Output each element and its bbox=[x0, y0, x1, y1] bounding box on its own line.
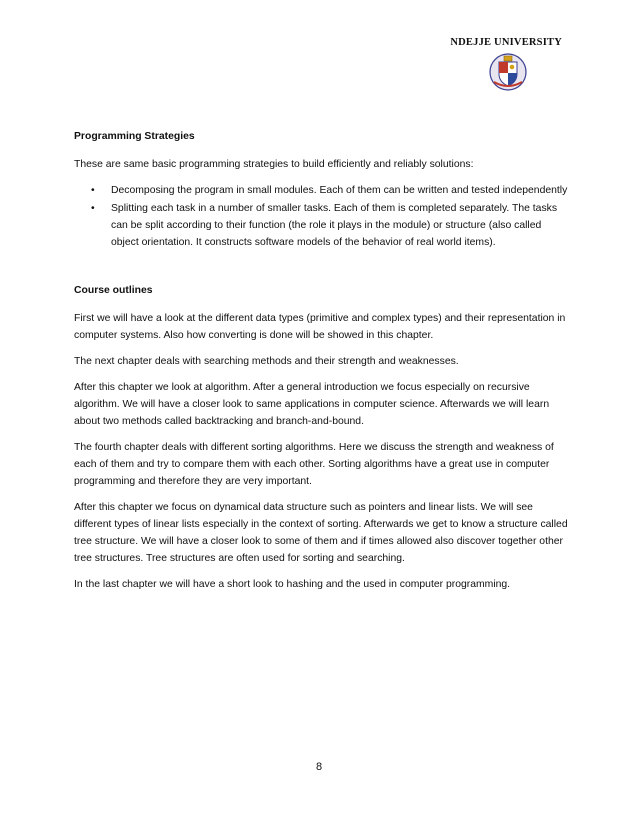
document-body bbox=[74, 128, 568, 602]
list-item bbox=[74, 200, 568, 251]
bullet-icon: • bbox=[91, 185, 95, 196]
section-intro: These are same basic programming strategies to build efficiently and reliably solutions: bbox=[74, 159, 474, 170]
paragraph: After this chapter we look at algorithm. After a general introduction we focus especially on recursive algorithm. We will have a closer look to same applications in computer science. Afterwards we will learn about two methods called backtracking and branch-and-bound. bbox=[74, 382, 550, 427]
list-item-text: Decomposing the program in small modules. Each of them can be written and tested independently bbox=[111, 185, 568, 196]
bullet-icon: • bbox=[91, 203, 95, 214]
strategy-list bbox=[74, 182, 568, 251]
paragraph: First we will have a look at the different data types (primitive and complex types) and their representation in computer systems. Also how converting is done will be showed in this chapter. bbox=[74, 313, 566, 341]
page-number: 8 bbox=[315, 761, 323, 773]
paragraph: After this chapter we focus on dynamical data structure such as pointers and linear lists. We will see different types of linear lists especially in the context of sorting. Afterwards we get to know a structure called tree structure. We will have a closer look to some of them and if times allowed also discover together other tree structures. Tree structures are often used for sorting and searching. bbox=[74, 502, 568, 564]
section-title-programming-strategies: Programming Strategies bbox=[74, 131, 195, 142]
section-title-course-outlines: Course outlines bbox=[74, 285, 153, 296]
university-crest-icon bbox=[488, 52, 528, 92]
list-item-text: Splitting each task in a number of smaller tasks. Each of them is completed separately. The tasks can be split according to their function (the role it plays in the module) or structure (also called object orientation. It constructs software models of the behavior of real world items). bbox=[111, 203, 558, 248]
header-university-name: NDEJJE UNIVERSITY bbox=[450, 37, 562, 48]
list-item bbox=[74, 182, 568, 199]
paragraph: The fourth chapter deals with different sorting algorithms. Here we discuss the strength and weakness of each of them and try to compare them with each other. Sorting algorithms have a great use in computer programming and therefore they are very important. bbox=[74, 442, 554, 487]
paragraph: The next chapter deals with searching methods and their strength and weaknesses. bbox=[74, 356, 459, 367]
paragraph: In the last chapter we will have a short look to hashing and the used in computer programming. bbox=[74, 579, 511, 590]
